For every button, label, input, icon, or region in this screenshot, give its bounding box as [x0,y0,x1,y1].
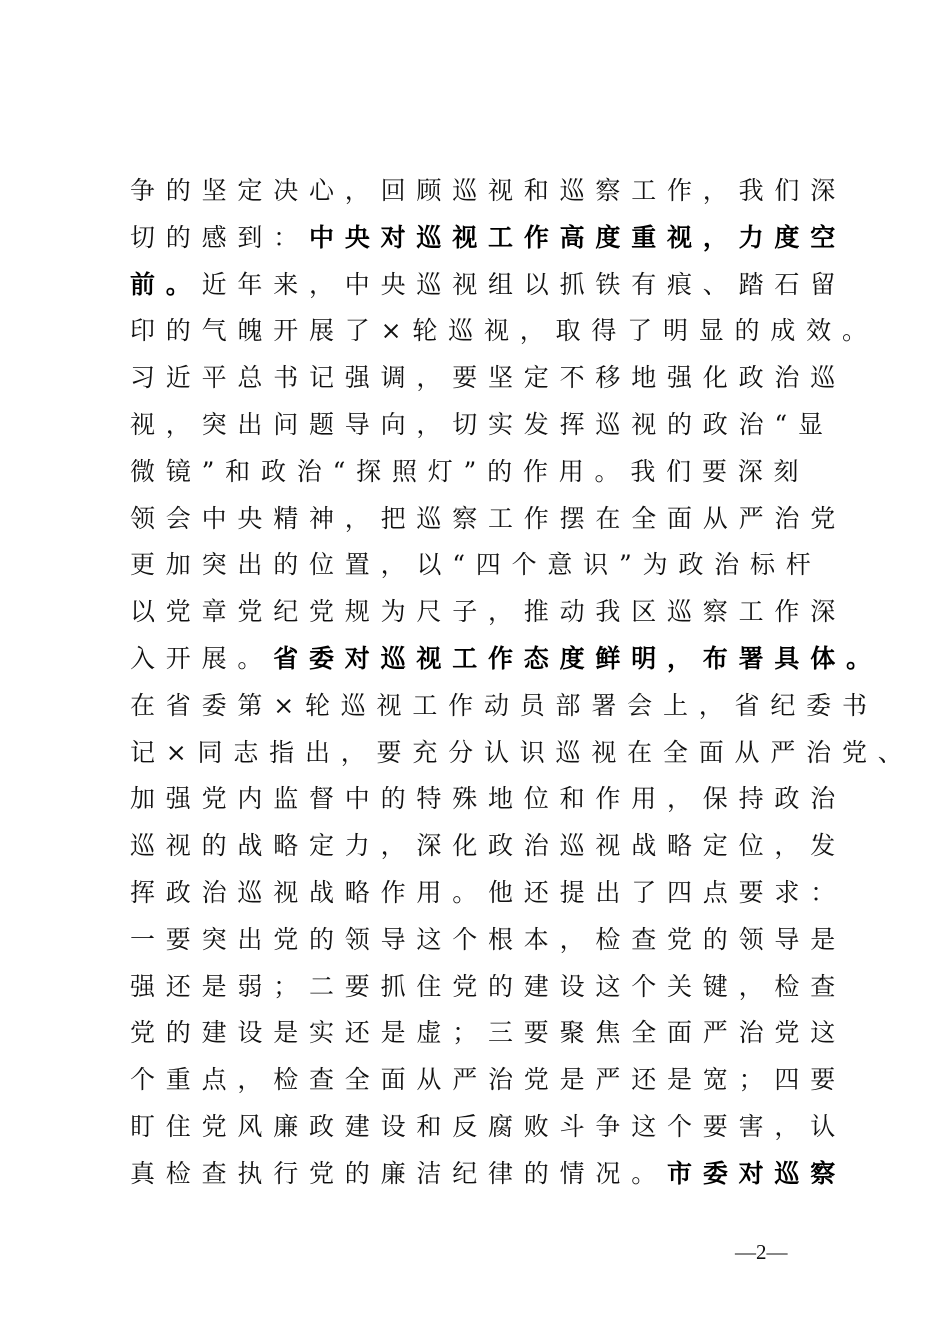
text-segment: 以党章党纪党规为尺子，推动我区巡察工作深 [130,597,847,627]
bold-text-segment: 省委对巡视工作态度鲜明，布署具体。 [273,643,882,673]
text-line [130,355,850,402]
text-line [130,683,878,730]
text-segment: 争的坚定决心，回顾巡视和巡察工作，我们深 [130,176,847,205]
text-line [130,823,850,870]
text-segment: 个重点，检查全面从严治党是严还是宽；四要 [130,1065,847,1095]
text-segment: 真检查执行党的廉洁纪律的情况。 [130,1158,668,1188]
text-segment: 更加突出的位置，以“四个意识”为政治标杆 [130,550,822,580]
text-segment: 记×同志指出，要充分认识巡视在全面从严治党、 [130,737,914,767]
text-line [130,496,850,543]
text-segment: 盯住党风廉政建设和反腐败斗争这个要害，认 [130,1111,847,1141]
text-line [130,449,850,496]
text-segment: 领会中央精神，把巡察工作摆在全面从严治党 [130,503,847,533]
text-line [130,215,850,262]
body-text [130,168,914,1198]
text-segment: 在省委第×轮巡视工作动员部署会上，省纪委书 [130,690,878,720]
text-segment: 一要突出党的领导这个根本，检查党的领导是 [130,924,847,954]
text-line [130,964,850,1011]
text-line [130,262,850,309]
text-line [130,730,914,777]
text-line [130,776,850,823]
text-line [130,636,882,683]
text-segment: 强还是弱；二要抓住党的建设这个关键，检查 [130,971,847,1001]
text-line [130,917,850,964]
text-segment: 印的气魄开展了×轮巡视，取得了明显的成效。 [130,316,878,346]
text-line [130,1104,850,1151]
text-segment: 切的感到： [130,222,310,252]
text-line [130,402,850,449]
text-line [130,308,878,355]
text-segment: 微镜”和政治“探照灯”的作用。我们要深刻 [130,456,810,486]
text-segment: 巡视的战略定力，深化政治巡视战略定位，发 [130,831,847,861]
page-number: —2— [735,1240,788,1264]
text-line [130,1151,850,1198]
text-line [130,1010,850,1057]
text-segment: 入开展。 [130,643,274,673]
text-line [130,168,850,215]
bold-text-segment: 中央对巡视工作高度重视，力度空 [309,222,847,252]
text-segment: 近年来，中央巡视组以抓铁有痕、踏石留 [201,269,847,299]
text-line [130,1057,850,1104]
text-segment: 习近平总书记强调，要坚定不移地强化政治巡 [130,363,847,393]
bold-text-segment: 市委对巡察 [667,1158,847,1188]
text-segment: 挥政治巡视战略作用。他还提出了四点要求： [130,877,847,907]
bold-text-segment: 前。 [130,269,202,299]
text-segment: 视，突出问题导向，切实发挥巡视的政治“显 [130,409,834,439]
text-segment: 党的建设是实还是虚；三要聚焦全面严治党这 [130,1018,847,1048]
text-segment: 加强党内监督中的特殊地位和作用，保持政治 [130,784,847,814]
text-line [130,542,850,589]
text-line [130,870,850,917]
text-line [130,589,850,636]
